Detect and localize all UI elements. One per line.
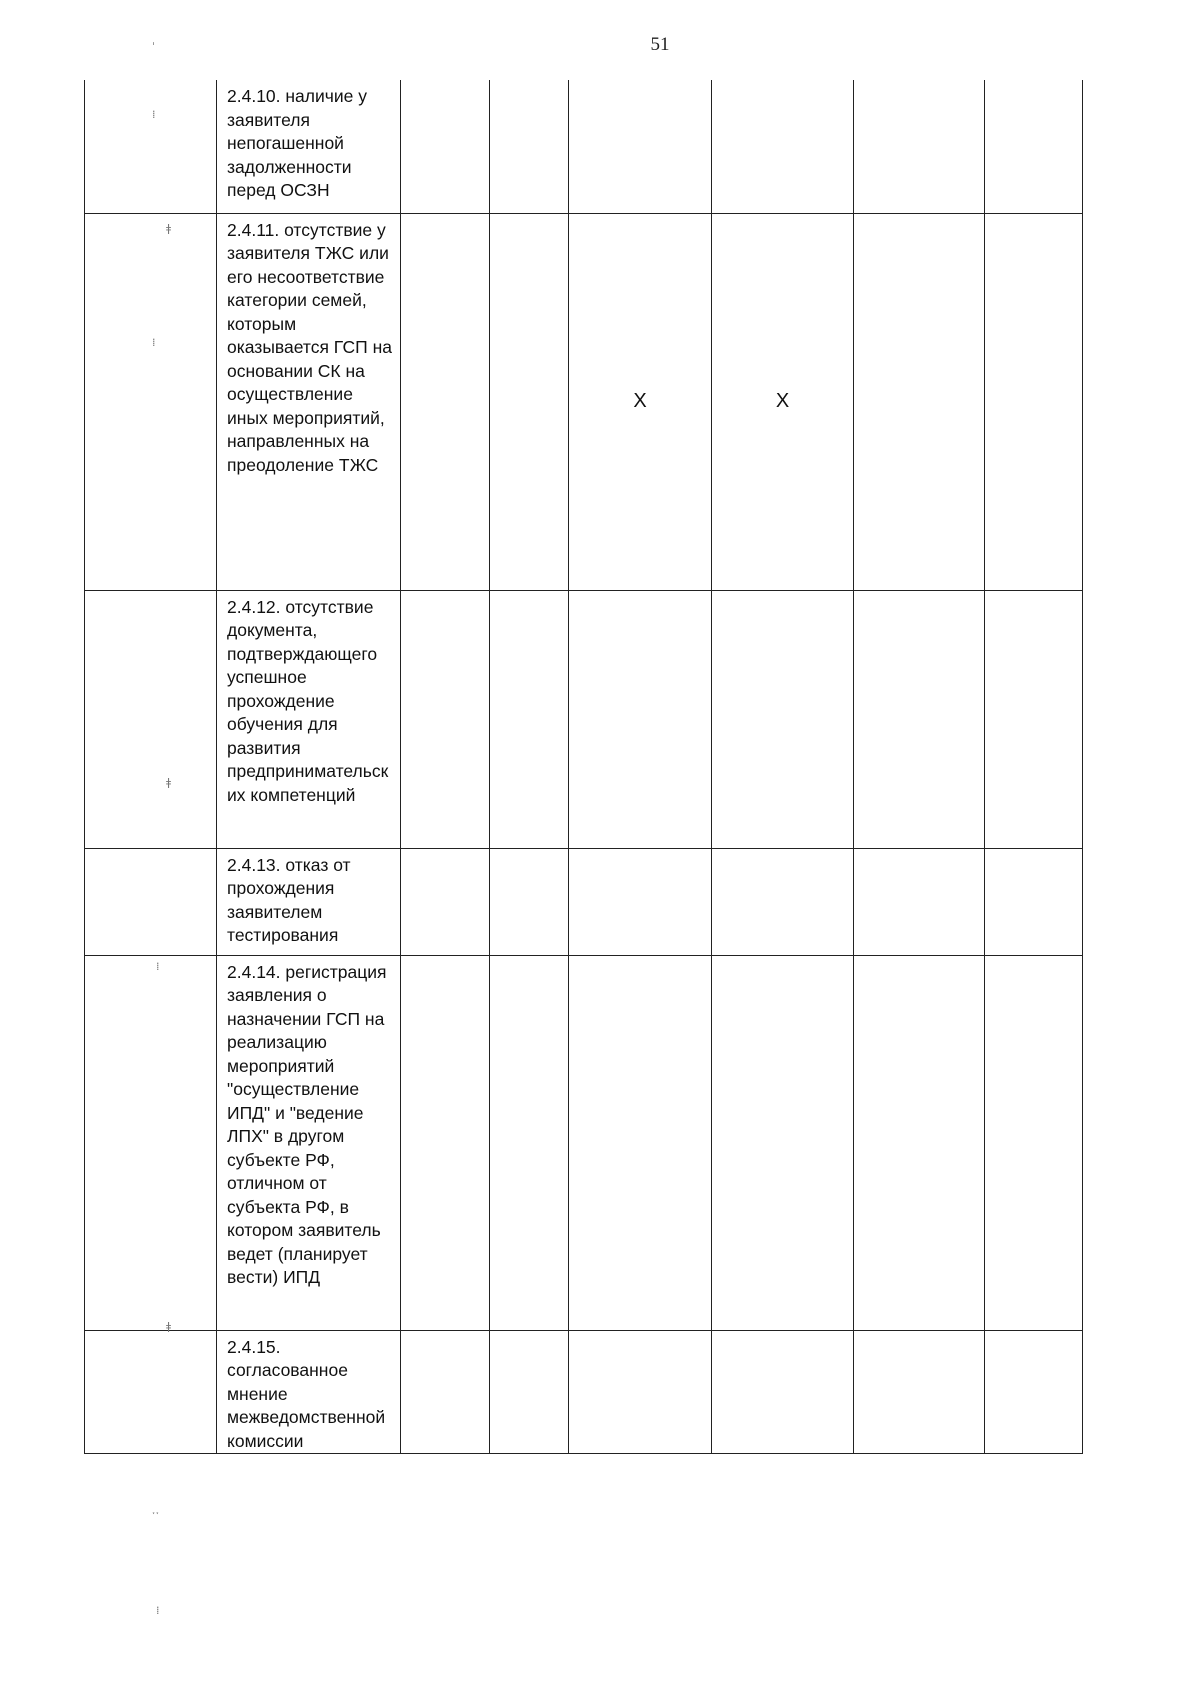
- mark-cell: [985, 848, 1083, 955]
- table-row: [85, 80, 1083, 213]
- mark-cell: [490, 80, 569, 213]
- mark-cell: [569, 1330, 712, 1454]
- mark-cell: [569, 848, 712, 955]
- mark-cell: [490, 1330, 569, 1454]
- mark-cell: [490, 590, 569, 848]
- table-row: [85, 590, 1083, 848]
- row-number-cell: [85, 1330, 217, 1454]
- mark-cell: [490, 848, 569, 955]
- row-number-cell: [85, 590, 217, 848]
- mark-cell: [985, 1330, 1083, 1454]
- mark-cell: [985, 590, 1083, 848]
- scan-artifact: ⁞: [156, 1604, 160, 1617]
- condition-text-cell: 2.4.14. регистрация заявления о назначении ГСП на реализацию мероприятий "осуществление ИПД" и "ведение ЛПХ" в другом субъекте РФ, отличном от субъекта РФ, в котором заявитель ведет (планирует вести) ИПД: [217, 955, 401, 1330]
- table-row: [85, 848, 1083, 955]
- scan-artifact: ⁞: [152, 108, 156, 121]
- row-number-cell: [85, 80, 217, 213]
- table-row: [85, 955, 1083, 1330]
- scan-artifact: ⁞: [156, 960, 160, 973]
- mark-cell: [712, 80, 854, 213]
- mark-cell: [854, 1330, 985, 1454]
- mark-cell: [569, 955, 712, 1330]
- scan-artifact: ⁞: [152, 336, 156, 349]
- mark-cell: [712, 848, 854, 955]
- condition-text-cell: 2.4.10. наличие у заявителя непогашенной задолженности перед ОСЗН: [217, 80, 401, 213]
- mark-cell: [712, 1330, 854, 1454]
- mark-cell: [401, 590, 490, 848]
- scan-artifact: ˑˑ: [152, 1508, 160, 1521]
- mark-cell: [854, 955, 985, 1330]
- mark-cell: [854, 213, 985, 590]
- row-number-cell: [85, 955, 217, 1330]
- scan-artifact: ǂ: [166, 222, 172, 235]
- scan-artifact: ˈ: [152, 40, 156, 53]
- condition-text-cell: 2.4.13. отказ от прохождения заявителем тестирования: [217, 848, 401, 955]
- mark-cell: [985, 955, 1083, 1330]
- mark-cell: [569, 80, 712, 213]
- requirements-table: [84, 80, 1083, 1454]
- condition-text-cell: 2.4.11. отсутствие у заявителя ТЖС или его несоответствие категории семей, которым оказывается ГСП на основании СК на осуществление иных мероприятий, направленных на преодоление ТЖС: [217, 213, 401, 590]
- mark-cell: X: [569, 213, 712, 590]
- mark-cell: [712, 590, 854, 848]
- row-number-cell: [85, 213, 217, 590]
- mark-cell: [401, 848, 490, 955]
- scan-artifact: ǂ: [166, 776, 172, 789]
- table-row: [85, 1330, 1083, 1454]
- row-number-cell: [85, 848, 217, 955]
- table-row: [85, 213, 1083, 590]
- mark-cell: X: [712, 213, 854, 590]
- mark-cell: [854, 80, 985, 213]
- mark-cell: [401, 80, 490, 213]
- mark-cell: [490, 955, 569, 1330]
- scan-artifact: ǂ: [166, 1320, 172, 1333]
- condition-text-cell: 2.4.12. отсутствие документа, подтверждающего успешное прохождение обучения для развития предпринимательских компетенций: [217, 590, 401, 848]
- mark-cell: [569, 590, 712, 848]
- page-number: 51: [650, 34, 670, 55]
- mark-cell: [985, 80, 1083, 213]
- mark-cell: [401, 955, 490, 1330]
- mark-cell: [401, 1330, 490, 1454]
- mark-cell: [985, 213, 1083, 590]
- condition-text-cell: 2.4.15. согласованное мнение межведомственной комиссии: [217, 1330, 401, 1454]
- mark-cell: [401, 213, 490, 590]
- mark-cell: [854, 848, 985, 955]
- mark-cell: [490, 213, 569, 590]
- mark-cell: [854, 590, 985, 848]
- mark-cell: [712, 955, 854, 1330]
